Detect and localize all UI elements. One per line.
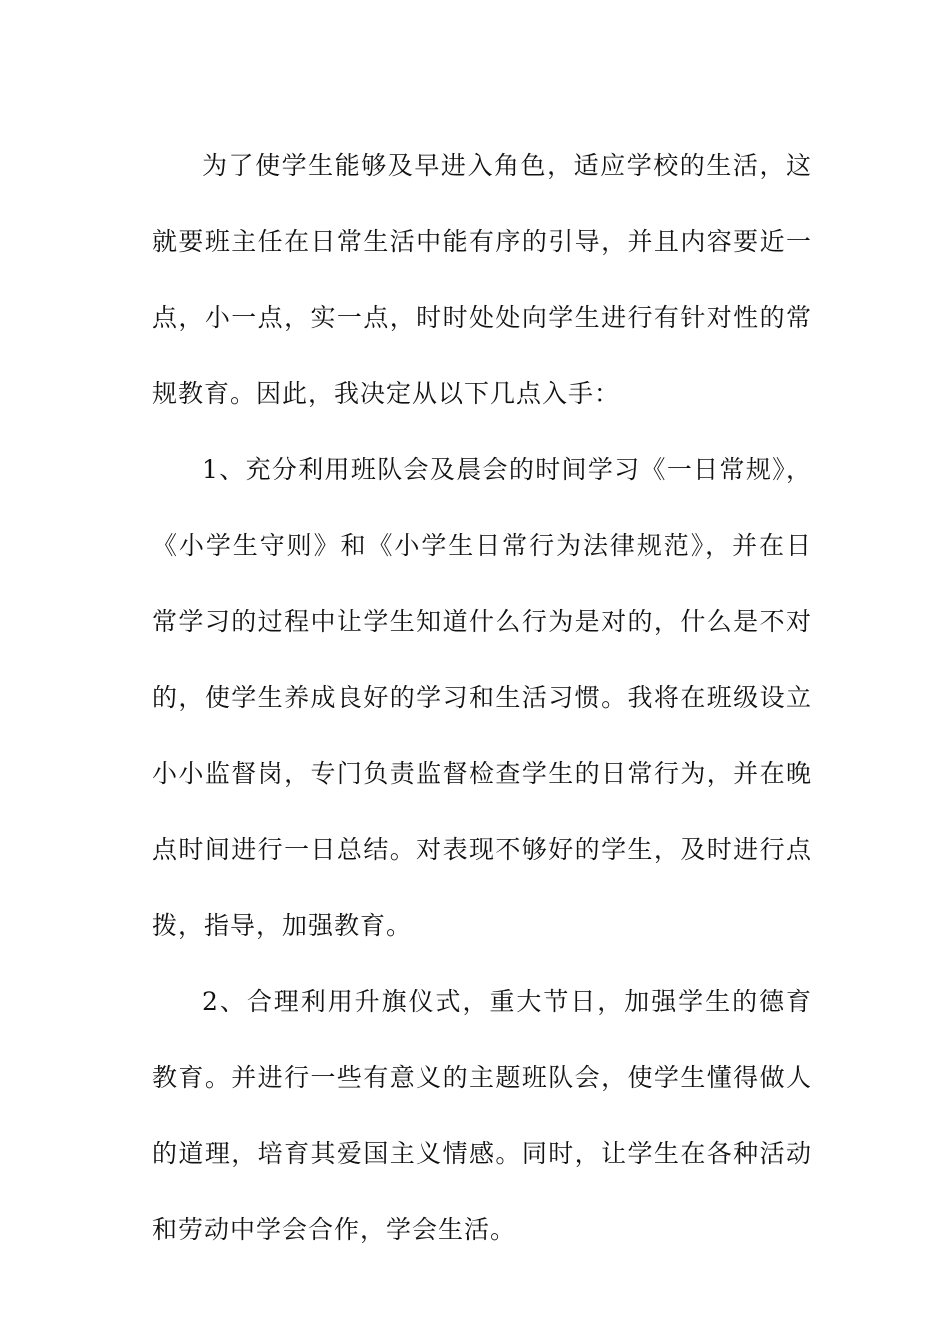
document-body	[152, 128, 812, 1268]
paragraph-item-2: 2、合理利用升旗仪式，重大节日，加强学生的德育教育。并进行一些有意义的主题班队会，使学生懂得做人的道理，培育其爱国主义情感。同时，让学生在各种活动和劳动中学会合作，学会生活。	[152, 987, 812, 1244]
paragraph-intro: 为了使学生能够及早进入角色，适应学校的生活，这就要班主任在日常生活中能有序的引导，并且内容要近一点，小一点，实一点，时时处处向学生进行有针对性的常规教育。因此，我决定从以下几点入手：	[152, 151, 812, 408]
paragraph-item-1: 1、充分利用班队会及晨会的时间学习《一日常规》，《小学生守则》和《小学生日常行为法律规范》，并在日常学习的过程中让学生知道什么行为是对的，什么是不对的，使学生养成良好的学习和生活习惯。我将在班级设立小小监督岗，专门负责监督检查学生的日常行为，并在晚点时间进行一日总结。对表现不够好的学生，及时进行点拨，指导，加强教育。	[152, 455, 812, 940]
